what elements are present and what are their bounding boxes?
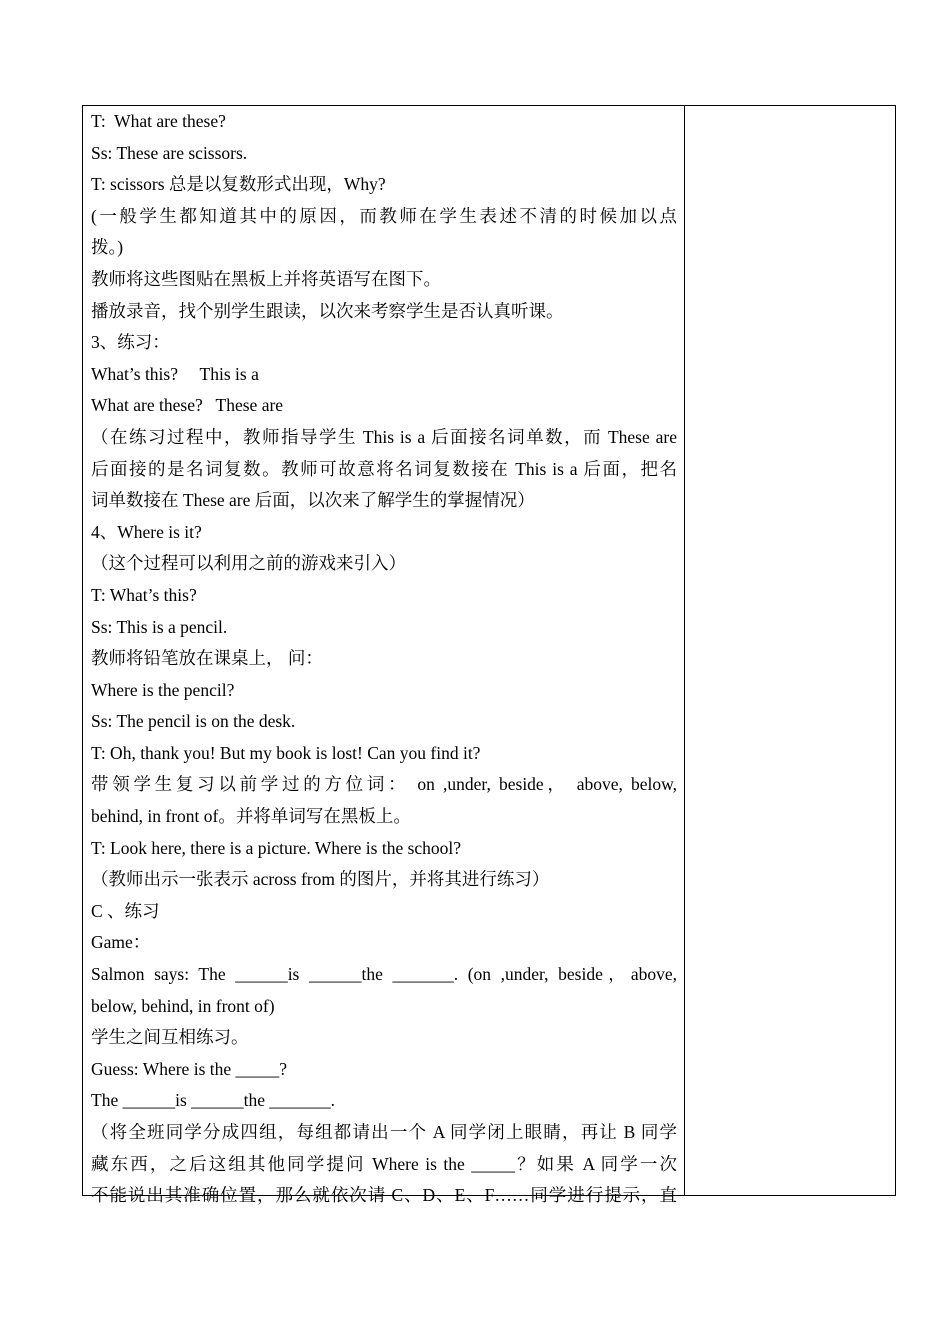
text-line: Where is the pencil? <box>91 679 235 700</box>
text-line: 后面接的是名词复数。教师可故意将名词复数接在 This is a 后面，把名 <box>91 458 677 479</box>
text-line: C 、练习 <box>91 900 160 921</box>
text-line: Game： <box>91 932 151 953</box>
text-line: Ss: The pencil is on the desk. <box>91 711 296 732</box>
text-line: What’s this? This is a <box>91 363 259 384</box>
text-line: 教师将铅笔放在课桌上， 问： <box>91 648 323 669</box>
text-line: （这个过程可以利用之前的游戏来引入） <box>91 553 406 574</box>
text-line: 学生之间互相练习。 <box>91 1027 249 1048</box>
text-line: 带领学生复习以前学过的方位词： on ,under, beside， above, below, <box>91 774 677 795</box>
text-line: T: What’s this? <box>91 584 197 605</box>
text-line: （在练习过程中，教师指导学生 This is a 后面接名词单数，而 These are <box>91 426 677 447</box>
text-line: The ______is ______the _______. <box>91 1090 336 1111</box>
text-line: Ss: These are scissors. <box>91 142 248 163</box>
text-line: T: Look here, there is a picture. Where is the school? <box>91 837 462 858</box>
text-line: T: What are these? <box>91 111 226 131</box>
text-line: Ss: This is a pencil. <box>91 616 228 637</box>
text-line: below, behind, in front of) <box>91 995 275 1016</box>
text-line: 教师将这些图贴在黑板上并将英语写在图下。 <box>91 268 441 289</box>
text-line: Salmon says: The ______is ______the _______. (on ,under, beside，above, <box>91 964 677 985</box>
text-line: 3、练习： <box>91 332 170 353</box>
lesson-content-cell <box>91 106 677 1206</box>
text-line: 藏东西，之后这组其他同学提问 Where is the _____？如果 A 同学一次 <box>91 1153 677 1174</box>
notes-cell <box>685 106 895 1195</box>
lesson-table <box>82 105 896 1206</box>
text-line: (一般学生都知道其中的原因，而教师在学生表述不清的时候加以点 <box>91 205 677 226</box>
text-line: （教师出示一张表示 across from 的图片，并将其进行练习） <box>91 869 550 890</box>
text-line: 播放录音，找个别学生跟读，以次来考察学生是否认真听课。 <box>91 300 564 321</box>
text-line: T: scissors 总是以复数形式出现，Why? <box>91 174 386 195</box>
text-line: 不能说出其准确位置，那么就依次请 C、D、E、F……同学进行提示，直 <box>91 1185 677 1206</box>
text-line: T: Oh, thank you! But my book is lost! Can you find it? <box>91 742 481 763</box>
text-line: 词单数接在 These are 后面，以次来了解学生的掌握情况） <box>91 490 535 511</box>
text-line: behind, in front of。并将单词写在黑板上。 <box>91 806 411 827</box>
text-line: （将全班同学分成四组，每组都请出一个 A 同学闭上眼睛，再让 B 同学 <box>91 1122 677 1142</box>
text-line: 拨。) <box>91 237 124 258</box>
text-line: What are these? These are <box>91 395 284 416</box>
text-line: 4、Where is it? <box>91 521 202 542</box>
text-line: Guess: Where is the _____? <box>91 1058 288 1079</box>
